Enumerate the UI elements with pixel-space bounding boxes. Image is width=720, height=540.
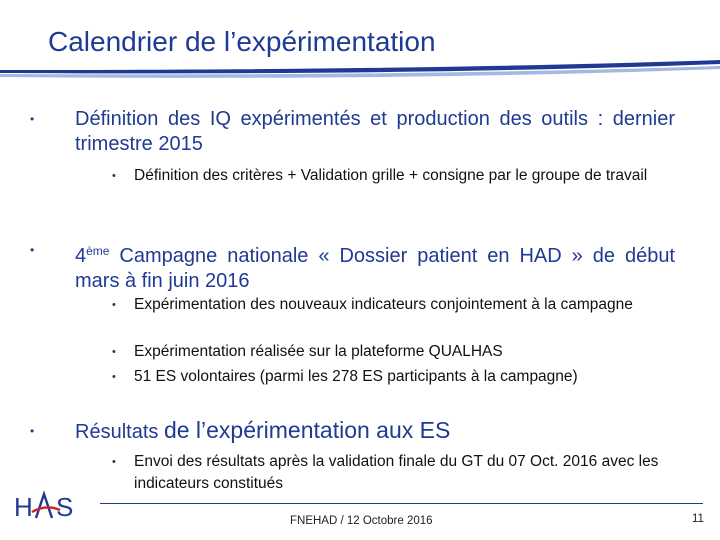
svg-text:H: H: [14, 492, 33, 522]
sub-bullet-icon: •: [112, 299, 116, 311]
bullet-icon: •: [30, 112, 35, 126]
page-number: 11: [692, 513, 704, 525]
section-heading-3: Résultats de l’expérimentation aux ES: [75, 417, 451, 443]
sub-bullet-icon: •: [112, 170, 116, 182]
sub-bullet-icon: •: [112, 371, 116, 383]
section-heading-1: Définition des IQ expérimentés et production des outils : dernier trimestre 2015: [75, 108, 675, 155]
slide-title: Calendrier de l’expérimentation: [48, 26, 436, 57]
section-1-item-1: Définition des critères + Validation grille + consigne par le groupe de travail: [134, 167, 648, 184]
footer-divider: [100, 503, 703, 504]
has-logo: [14, 490, 84, 524]
sub-bullet-icon: •: [112, 346, 116, 358]
section-3-item-1: Envoi des résultats après la validation finale du GT du 07 Oct. 2016 avec les indicateurs constitués: [134, 453, 659, 492]
svg-text:S: S: [56, 492, 74, 522]
footer-text: FNEHAD / 12 Octobre 2016: [290, 515, 433, 527]
section-heading-2: 4ème Campagne nationale « Dossier patient en HAD » de début mars à fin juin 2016: [75, 244, 675, 292]
header-swoosh: [0, 56, 720, 84]
bullet-icon: •: [30, 243, 35, 257]
section-2-item-1: Expérimentation des nouveaux indicateurs conjointement à la campagne: [134, 296, 633, 313]
bullet-icon: •: [30, 424, 35, 438]
section-2-item-2: Expérimentation réalisée sur la plateforme QUALHAS: [134, 343, 503, 360]
sub-bullet-icon: •: [112, 456, 116, 468]
section-2-item-3: 51 ES volontaires (parmi les 278 ES participants à la campagne): [134, 368, 578, 385]
